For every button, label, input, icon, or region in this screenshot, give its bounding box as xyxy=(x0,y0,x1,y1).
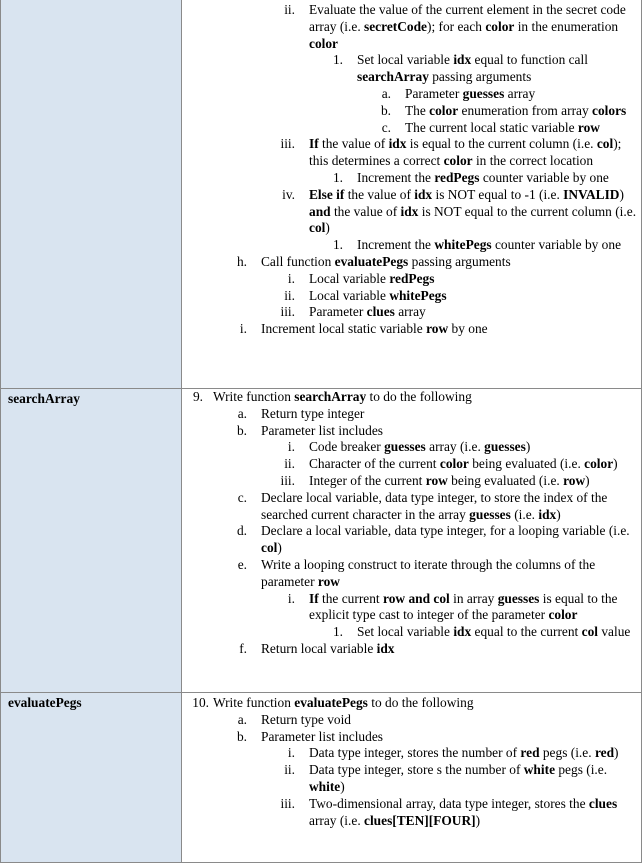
list-item: i. If the current row and col in array guesses is equal to the explicit type cast to integer of the parameter color xyxy=(287,590,618,623)
list-item: 10. Write function evaluatePegs to do the following xyxy=(192,695,474,710)
list-item: d. Declare a local variable, data type integer, for a looping variable (i.e. col) xyxy=(236,523,630,556)
list-item: iii. Parameter clues array xyxy=(280,304,426,320)
list-item: i. Code breaker guesses array (i.e. guesses) xyxy=(287,439,531,455)
list-item: ii. Evaluate the value of the current element in the secret code array (i.e. secretCode); for each color in the enumeration color xyxy=(284,2,626,51)
list-item: b. Parameter list includes xyxy=(236,422,383,438)
list-item: iii. Two-dimensional array, data type integer, stores the clues array (i.e. clues[TEN][FOUR]) xyxy=(280,795,618,828)
table-row xyxy=(1,389,642,693)
function-name-cell xyxy=(1,389,182,693)
table-row xyxy=(1,693,642,863)
list-item: 1. Set local variable idx equal to function call searchArray passing arguments xyxy=(332,52,588,85)
function-name-cell xyxy=(1,0,182,389)
steps-cell xyxy=(182,0,642,389)
list-item: c. Declare local variable, data type integer, to store the index of the searched current character in the array guesses (i.e. idx) xyxy=(237,489,608,522)
list-item: i. Local variable redPegs xyxy=(287,270,435,286)
list-item: b. Parameter list includes xyxy=(236,728,383,744)
list-item: ii. Data type integer, store s the number of white pegs (i.e. white) xyxy=(284,762,608,794)
list-item: 1. Increment the redPegs counter variable by one xyxy=(332,169,609,185)
function-name-cell xyxy=(1,693,182,863)
list-item: f. Return local variable idx xyxy=(239,640,395,656)
list-item: i. Increment local static variable row by one xyxy=(239,321,488,337)
list-item: 1. Increment the whitePegs counter variable by one xyxy=(332,237,622,253)
list-item: a. Return type integer xyxy=(237,405,365,421)
list-item: h. Call function evaluatePegs passing arguments xyxy=(236,253,511,269)
list-item: b. The color enumeration from array colors xyxy=(380,102,627,118)
table-row xyxy=(1,0,642,389)
steps-cell xyxy=(182,693,642,863)
list-item: iii. Integer of the current row being evaluated (i.e. row) xyxy=(280,472,590,488)
list-item: i. Data type integer, stores the number of red pegs (i.e. red) xyxy=(287,745,619,761)
list-item: e. Write a looping construct to iterate through the columns of the parameter row xyxy=(237,556,596,589)
list-item: a. Parameter guesses array xyxy=(381,85,536,101)
list-item: iii. If the value of idx is equal to the current column (i.e. col); this determines a correct color in the correct location xyxy=(280,136,622,169)
list-item: 1. Set local variable idx equal to the current col value xyxy=(332,624,631,640)
list-item: c. The current local static variable row xyxy=(381,119,600,135)
list-item: 9. Write function searchArray to do the following xyxy=(192,389,472,404)
list-item: a. Return type void xyxy=(237,711,352,727)
function-name: evaluatePegs xyxy=(8,695,82,710)
function-name xyxy=(1,0,181,2)
list-item: ii. Character of the current color being evaluated (i.e. color) xyxy=(284,456,618,472)
list-item: ii. Local variable whitePegs xyxy=(284,287,447,303)
list-item: iv. Else if the value of idx is NOT equal to -1 (i.e. INVALID) and the value of idx is NOT equal to the current column (i.e. col) xyxy=(282,186,637,236)
function-name: searchArray xyxy=(8,391,80,406)
steps-cell xyxy=(182,389,642,693)
